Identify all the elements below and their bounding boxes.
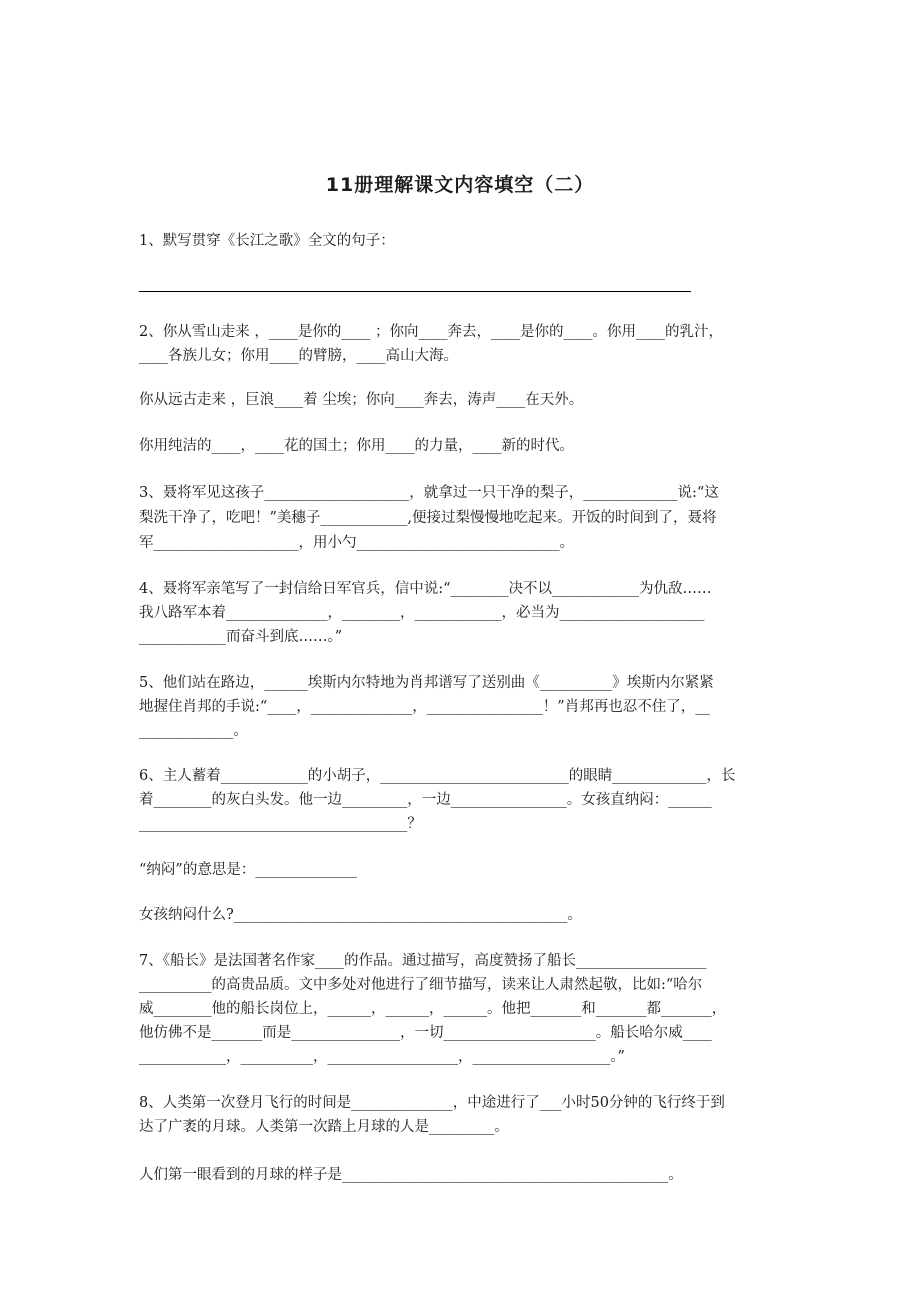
question-4-line-2: 我八路军本着______________，________，____________，必当为____________________ bbox=[139, 605, 705, 621]
question-5-line-3: _____________。 bbox=[139, 723, 248, 739]
question-3-line-2: 梨洗干净了，吃吧！”美穗子____________,便接过梨慢慢地吃起来。开饭的时间到了，聂将 bbox=[139, 510, 717, 526]
question-8-line-3: 人们第一眼看到的月球的样子是_____________________________________________。 bbox=[139, 1167, 683, 1183]
question-3-line-1: 3、聂将军见这孩子____________________，就拿过一只干净的梨子，_____________说:“这 bbox=[139, 485, 719, 501]
question-7-line-2: __________的高贵品质。文中多处对他进行了细节描写，读来让人肃然起敬，比如:“哈尔 bbox=[139, 977, 703, 993]
question-2-line-1: 2、你从雪山走来 ，____是你的____ ；你向____奔去，____是你的____。你用____的乳汁， bbox=[139, 324, 723, 340]
question-7-line-1: 7、《船长》是法国著名作家____的作品。通过描写，高度赞扬了船长__________________ bbox=[139, 953, 707, 969]
question-5-line-1: 5、他们站在路边，______埃斯内尔特地为肖邦谱写了送别曲《__________》埃斯内尔紧紧 bbox=[139, 675, 714, 691]
question-6-line-2: 着________的灰白头发。他一边_________，一边________________。女孩直纳闷：______ bbox=[139, 792, 712, 808]
question-7-line-4: 他仿佛不是_______而是_______________，一切_____________________。船长哈尔威____ bbox=[139, 1025, 712, 1041]
answer-line bbox=[139, 291, 691, 292]
question-1: 1、默写贯穿《长江之歌》全文的句子： bbox=[139, 233, 395, 249]
question-6-line-1: 6、主人蓄着____________的小胡子，__________________________的眼睛_____________，长 bbox=[139, 768, 736, 784]
question-2-line-2: ____各族儿女；你用____的臂膀，____高山大海。 bbox=[139, 348, 458, 364]
question-4-line-3: ____________而奋斗到底……。” bbox=[139, 629, 343, 645]
question-3-line-3: 军____________________，用小勺____________________________。 bbox=[139, 535, 574, 551]
question-6-line-5: 女孩纳闷什么?______________________________________________。 bbox=[139, 907, 582, 923]
question-7-line-3: 威________他的船长岗位上，______，______，______。他把_______和_______都_______， bbox=[139, 1001, 727, 1017]
question-5-line-2: 地握住肖邦的手说:“____，______________，________________！”肖邦再也忍不住了，__ bbox=[139, 699, 710, 715]
question-6-line-4: “纳闷”的意思是：______________ bbox=[139, 862, 357, 878]
question-4-line-1: 4、聂将军亲笔写了一封信给日军官兵，信中说:“________决不以____________为仇敌…… bbox=[139, 581, 712, 597]
question-8-line-2: 达了广袤的月球。人类第一次踏上月球的人是_________。 bbox=[139, 1119, 509, 1135]
question-8-line-1: 8、人类第一次登月飞行的时间是______________，中途进行了___小时50分钟的飞行终于到 bbox=[139, 1095, 725, 1111]
question-2-line-4: 你用纯洁的____，____花的国土；你用____的力量，____新的时代。 bbox=[139, 438, 574, 454]
question-2-line-3: 你从远古走来 ，巨浪____着 尘埃；你向____奔去，涛声____在天外。 bbox=[139, 392, 584, 408]
page-title: 11册理解课文内容填空（二） bbox=[325, 174, 595, 196]
question-7-line-5: ____________，__________，__________________，___________________。” bbox=[139, 1049, 625, 1065]
question-6-line-3: _____________________________________？ bbox=[139, 816, 422, 832]
